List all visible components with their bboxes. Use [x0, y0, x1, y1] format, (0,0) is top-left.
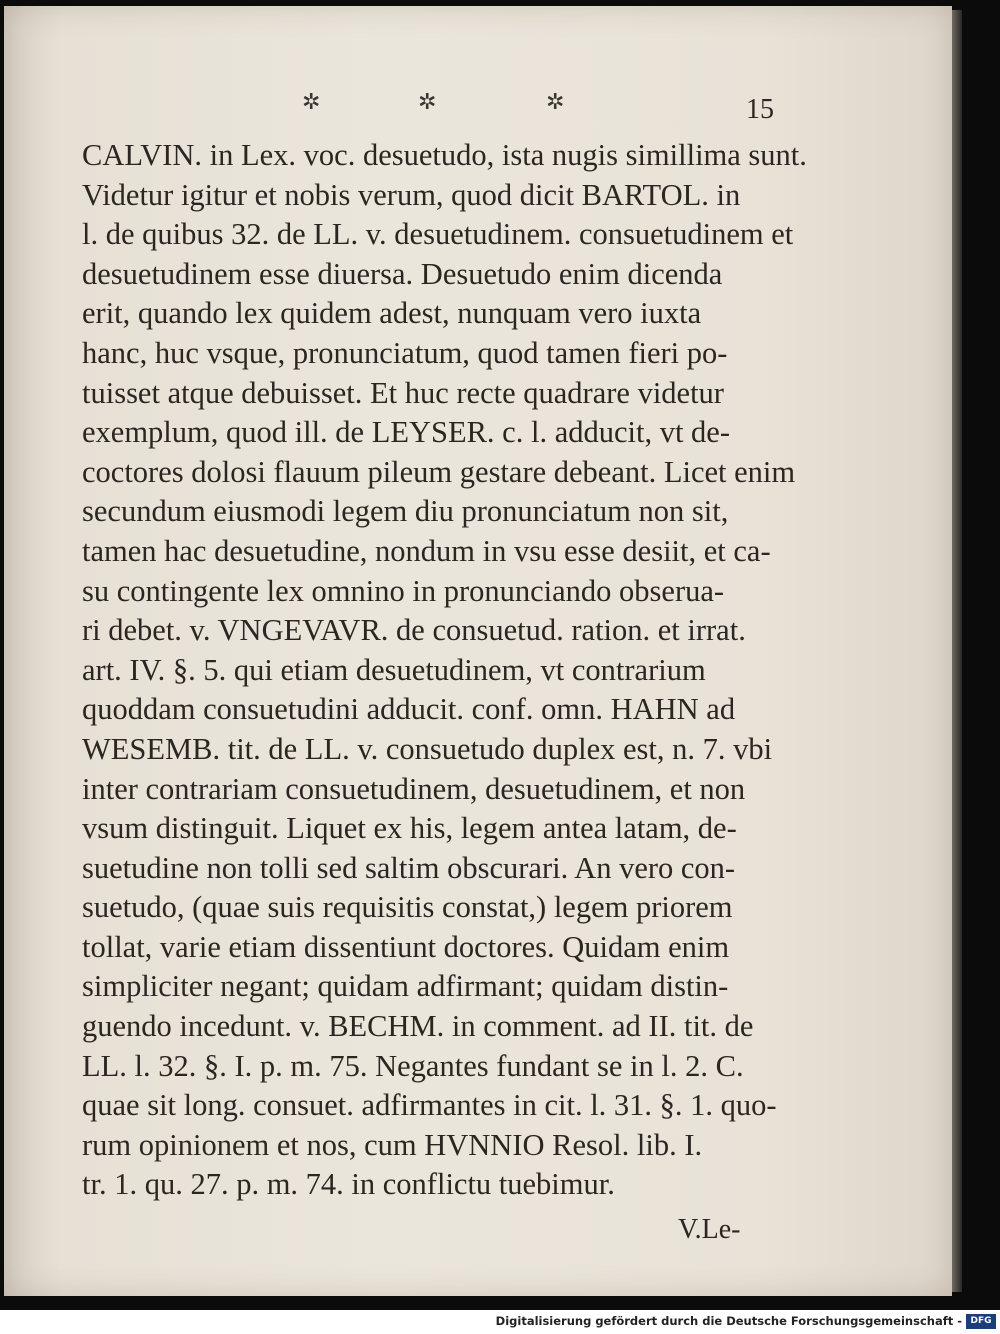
- text-line: quoddam consuetudini adducit. conf. omn. HAHN ad: [82, 692, 736, 727]
- text-line: vsum distinguit. Liquet ex his, legem antea latam, de-: [82, 811, 737, 846]
- text-line: suetudine non tolli sed saltim obscurari. An vero con-: [82, 850, 736, 885]
- text-line: CALVIN. in Lex. voc. desuetudo, ista nugis simillima sunt.: [82, 138, 807, 172]
- footer-credit: Digitalisierung gefördert durch die Deutsche Forschungsgemeinschaft -: [495, 1314, 962, 1328]
- text-line: ri debet. v. VNGEVAVR. de consuetud. ration. et irrat.: [82, 613, 746, 648]
- text-line: tollat, varie etiam dissentiunt doctores. Quidam enim: [82, 929, 730, 964]
- text-line: tuisset atque debuisset. Et huc recte quadrare videtur: [82, 375, 724, 410]
- text-line: rum opinionem et nos, cum HVNNIO Resol. lib. I.: [82, 1127, 703, 1162]
- text-line: guendo incedunt. v. BECHM. in comment. ad II. tit. de: [82, 1009, 754, 1044]
- text-line: tr. 1. qu. 27. p. m. 74. in conflictu tuebimur.: [82, 1167, 615, 1202]
- text-line: quae sit long. consuet. adfirmantes in cit. l. 31. §. 1. quo-: [82, 1088, 777, 1123]
- text-line: l. de quibus 32. de LL. v. desuetudinem. consuetudinem et: [82, 217, 794, 252]
- text-line: desuetudinem esse diuersa. Desuetudo enim dicenda: [82, 256, 723, 291]
- text-line: art. IV. §. 5. qui etiam desuetudinem, vt contrarium: [82, 652, 706, 687]
- body-text: [82, 136, 807, 1205]
- text-line: tamen hac desuetudine, nondum in vsu esse desiit, et ca-: [82, 533, 771, 568]
- page-edge: [952, 10, 962, 1292]
- ornament-star-icon: ✲: [418, 90, 437, 115]
- text-line: erit, quando lex quidem adest, nunquam vero iuxta: [82, 296, 702, 331]
- footer-bar: [0, 1310, 1000, 1334]
- catchword: V.Le-: [678, 1214, 741, 1245]
- page-number: 15: [746, 94, 774, 125]
- text-line: LL. l. 32. §. I. p. m. 75. Negantes fundant se in l. 2. C.: [82, 1048, 744, 1083]
- dfg-logo: DFG: [966, 1314, 996, 1329]
- text-line: secundum eiusmodi legem diu pronunciatum non sit,: [82, 494, 729, 529]
- text-line: Videtur igitur et nobis verum, quod dicit BARTOL. in: [82, 177, 741, 212]
- text-line: WESEMB. tit. de LL. v. consuetudo duplex est, n. 7. vbi: [82, 731, 773, 766]
- book-page: [4, 6, 952, 1296]
- text-line: simpliciter negant; quidam adfirmant; quidam distin-: [82, 969, 729, 1004]
- text-line: suetudo, (quae suis requisitis constat,) legem priorem: [82, 890, 733, 925]
- ornament-star-icon: ✲: [546, 90, 565, 115]
- text-line: exemplum, quod ill. de LEYSER. c. l. adducit, vt de-: [82, 415, 731, 450]
- ornament-star-icon: ✲: [302, 90, 321, 115]
- text-line: hanc, huc vsque, pronunciatum, quod tamen fieri po-: [82, 335, 728, 370]
- text-line: su contingente lex omnino in pronunciando obserua-: [82, 573, 725, 608]
- text-line: coctores dolosi flauum pileum gestare debeant. Licet enim: [82, 454, 796, 489]
- text-line: inter contrariam consuetudinem, desuetudinem, et non: [82, 771, 746, 806]
- header-ornaments: [4, 90, 952, 122]
